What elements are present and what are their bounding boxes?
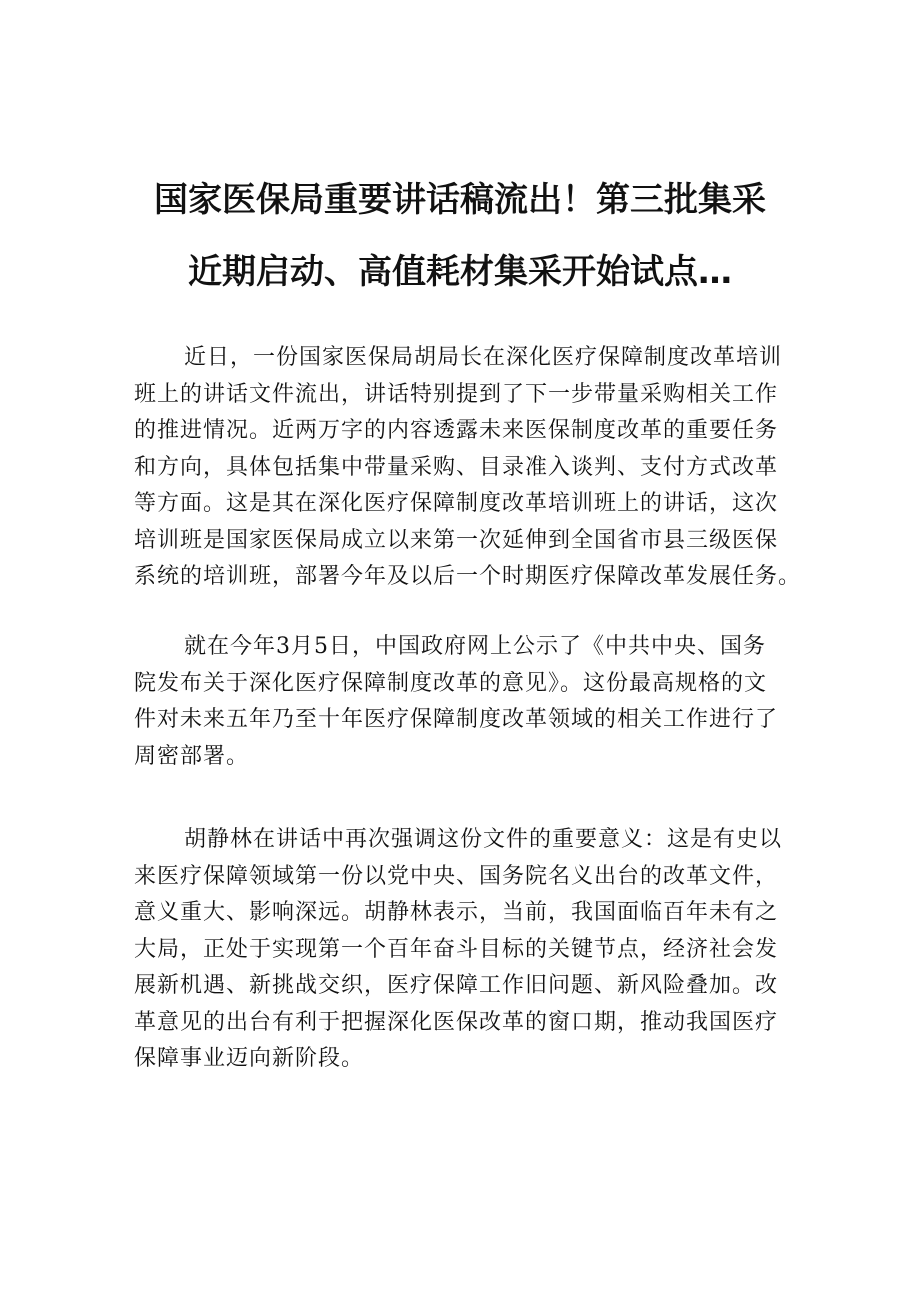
paragraph-line: 等方面。这是其在深化医疗保障制度改革培训班上的讲话，这次: [134, 491, 779, 516]
paragraph-line: 革意见的出台有利于把握深化医保改革的窗口期，推动我国医疗: [134, 1009, 779, 1035]
paragraph-line: 和方向，具体包括集中带量采购、目录准入谈判、支付方式改革: [134, 454, 779, 480]
paragraph-3: [134, 822, 794, 1078]
paragraph-line: 意义重大、影响深远。胡静林表示，当前，我国面临百年未有之: [134, 900, 779, 925]
paragraph-line: 来医疗保障领域第一份以党中央、国务院名义出台的改革文件，: [134, 863, 779, 889]
paragraph-line: 保障事业迈向新阶段。: [134, 1046, 365, 1071]
paragraph-line: 院发布关于深化医疗保障制度改革的意见》。这份最高规格的文: [134, 670, 768, 696]
paragraph-line: 展新机遇、新挑战交织，医疗保障工作旧问题、新风险叠加。改: [134, 973, 779, 998]
paragraph-line: 大局，正处于实现第一个百年奋斗目标的关键节点，经济社会发: [134, 936, 779, 962]
paragraph-line: 的推进情况。近两万字的内容透露未来医保制度改革的重要任务: [134, 418, 779, 443]
paragraph-line: 系统的培训班，部署今年及以后一个时期医疗保障改革发展任务。: [134, 564, 802, 589]
paragraph-line: 件对未来五年乃至十年医疗保障制度改革领域的相关工作进行了: [134, 707, 779, 732]
title-line-1: 国家医保局重要讲话稿流出！第三批集采: [154, 180, 766, 220]
paragraph-2: [134, 629, 794, 775]
title-line-2: 近期启动、高值耗材集采开始试点…: [188, 252, 732, 292]
paragraph-line: 就在今年3月5日，中国政府网上公示了《中共中央、国务: [184, 634, 766, 659]
paragraph-line: 班上的讲话文件流出，讲话特别提到了下一步带量采购相关工作: [134, 381, 779, 407]
paragraph-1: [134, 340, 802, 596]
paragraph-line: 近日，一份国家医保局胡局长在深化医疗保障制度改革培训: [184, 345, 783, 370]
paragraph-line: 培训班是国家医保局成立以来第一次延伸到全国省市县三级医保: [134, 527, 779, 553]
paragraph-line: 周密部署。: [134, 743, 250, 769]
paragraph-line: 胡静林在讲话中再次强调这份文件的重要意义：这是有史以: [184, 827, 783, 852]
